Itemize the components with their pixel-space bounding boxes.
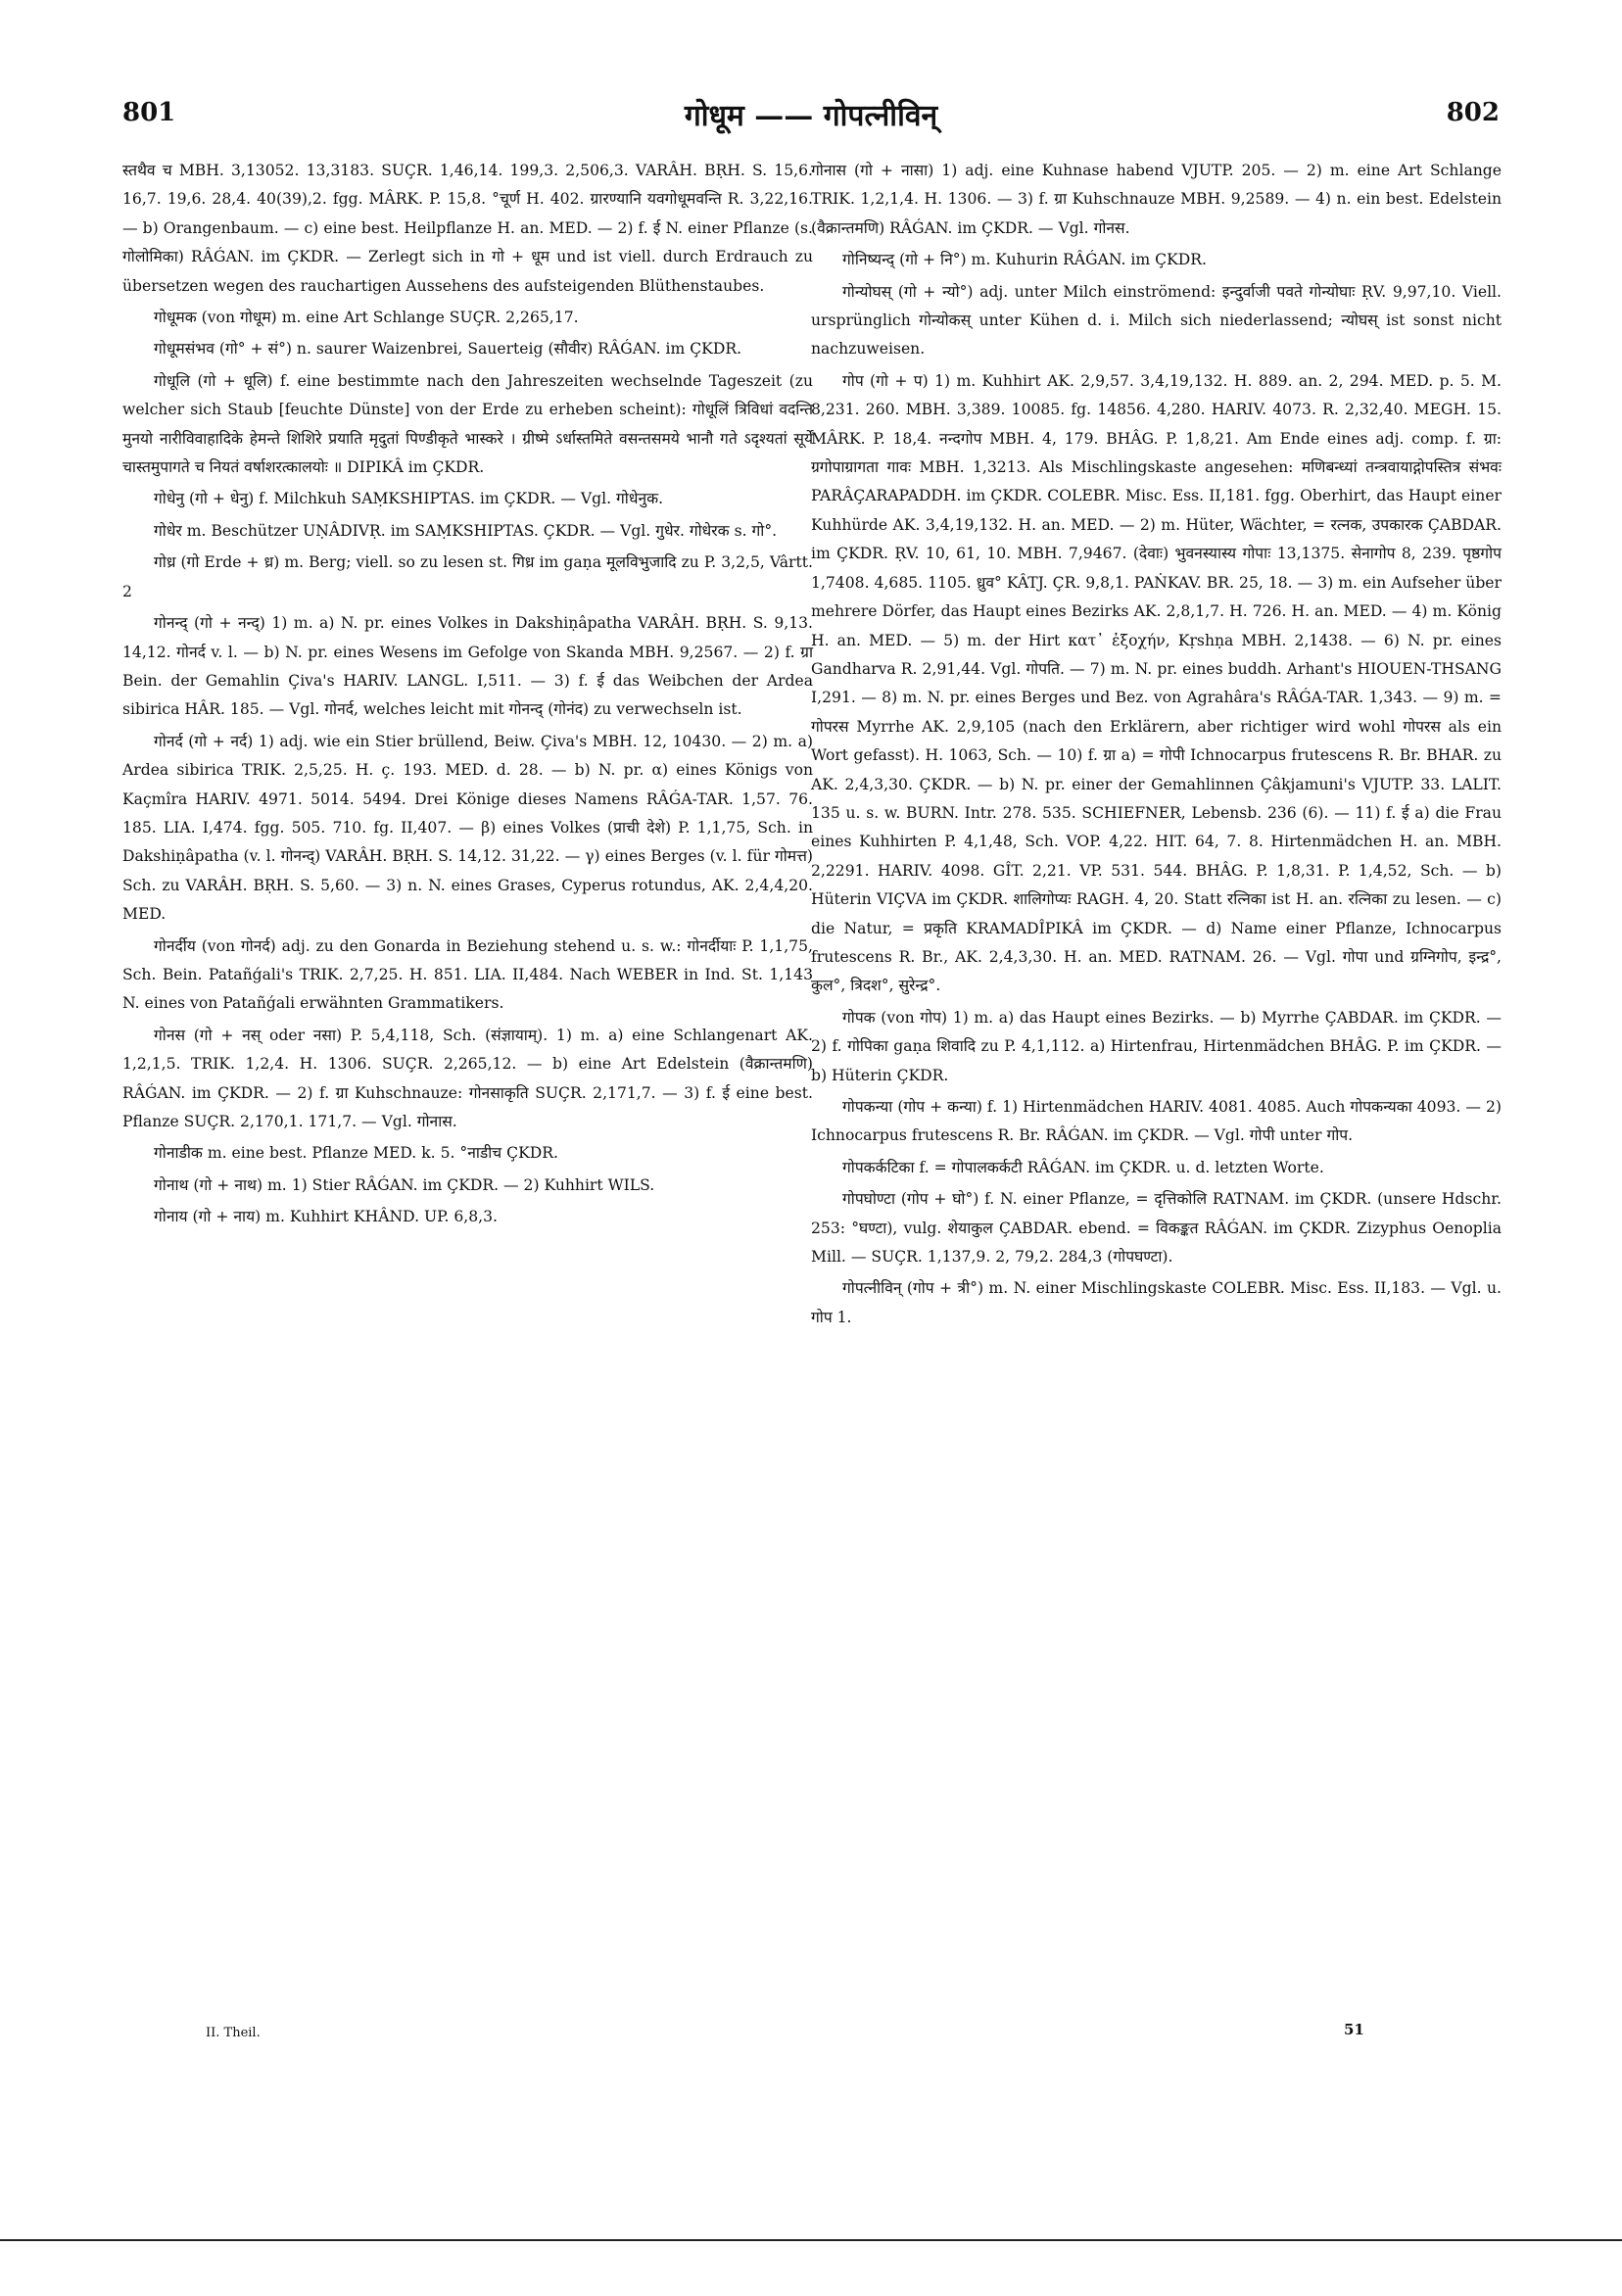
entry-gonarda: गोनर्द (गो + नर्द) 1) adj. wie ein Stier brüllend, Beiw. Çiva's MBH. 12, 10430. — 2) m. a) Ardea sibirica TRIK. 2,5,25. H. ç. 193. MED. d. 28. — b) N. pr. α) eines Königs von Kaçmîra HARIV. 4971. 5014. 5494. Drei Könige dieses Namens RÂǴA-TAR. 1,57. 76. 185. LIA. I,474. fgg. 505. 710. fg. II,407. — β) eines Volkes (प्राची देशे) P. 1,1,75, Sch. in Dakshiṇâpatha (v. l. गोनन्द्) VARÂH. BṚH. S. 14,12. 31,22. — γ) eines Berges (v. l. für गोमत्त) Sch. zu VARÂH. BṚH. S. 5,60. — 3) n. N. eines Grases, Cyperus rotundus, AK. 2,4,4,20. MED. xyxy=(122,732,813,924)
entry-gopaka: गोपक (von गोप) 1) m. a) das Haupt eines Bezirks. — b) Myrrhe ÇABDAR. im ÇKDR. — 2) f. गोपिका gaṇa शिवादि zu P. 4,1,112. a) Hirtenfrau, Hirtenmädchen BHÂG. P. im ÇKDR. — b) Hüterin ÇKDR. xyxy=(811,1008,1502,1084)
entry-gonaya: गोनाय (गो + नाय) m. Kuhhirt KHÂND. UP. 6,8,3. xyxy=(154,1208,499,1226)
entry-continuation: स्तथैव च MBH. 3,13052. 13,3183. SUÇR. 1,46,14. 199,3. 2,506,3. VARÂH. BṚH. S. 15,6. 16,7. 19,6. 28,4. 40(39),2. fgg. MÂRK. P. 15,8. °चूर्ण H. 402. ग्रारण्यानि यवगोधूमवन्ति R. 3,22,16. — b) Orangenbaum. — c) eine best. Heilpflanze H. an. MED. — 2) f. ई N. einer Pflanze (s. गोलोमिका) RÂǴAN. im ÇKDR. — Zerlegt sich in गो + धूम und ist viell. durch Erdrauch zu übersetzen wegen des rauchartigen Aussehens des aufsteigenden Blüthenstaubes. xyxy=(122,162,813,295)
entry-gonardiya: गोनर्दीय (von गोनर्द) adj. zu den Gonarda in Beziehung stehend u. s. w.: गोनर्दीयाः P. 1,1,75, Sch. Bein. Patañǵali's TRIK. 2,7,25. H. 851. LIA. II,484. Nach WEBER in Ind. St. 1,143 N. eines von Patañǵali erwähnten Grammatikers. xyxy=(122,936,813,1013)
entry-godhera: गोधेर m. Beschützer UṆÂDIVṚ. im SAṂKSHIPTAS. ÇKDR. — Vgl. गुधेर. गोधेरक s. गो°. xyxy=(154,521,778,540)
entry-gopakarkatika: गोपकर्कटिका f. = गोपालकर्कटी RÂǴAN. im ÇKDR. u. d. letzten Worte. xyxy=(842,1158,1324,1176)
page-number-right: 802 xyxy=(1446,98,1500,127)
entry-gonyoghas: गोन्योघस् (गो + न्यो°) adj. unter Milch einströmend: इन्दुर्वाजी पवते गोन्योघाः ṚV. 9,97,10. Viell. ursprünglich गोन्योकस् unter Kühen d. i. Milch sich niederlassend; न्योघस् ist sonst nicht nachzuweisen. xyxy=(811,282,1502,359)
footer-volume: II. Theil. xyxy=(206,2026,261,2040)
entry-gonasa-adj: गोनास (गो + नासा) 1) adj. eine Kuhnase habend VJUTP. 205. — 2) m. eine Art Schlange TRIK. 1,2,1,4. H. 1306. — 3) f. ग्रा Kuhschnauze MBH. 9,2589. — 4) n. ein best. Edelstein (वैक्रान्तमणि) RÂǴAN. im ÇKDR. — Vgl. गोनस. xyxy=(811,162,1502,237)
entry-gonadika: गोनाडीक m. eine best. Pflanze MED. k. 5. °नाडीच ÇKDR. xyxy=(154,1144,558,1163)
bottom-rule xyxy=(0,2239,1622,2241)
entry-gonanda: गोनन्द् (गो + नन्द्) 1) m. a) N. pr. eines Volkes in Dakshiṇâpatha VARÂH. BṚH. S. 9,13. 14,12. गोनर्द v. l. — b) N. pr. eines Wesens im Gefolge von Skanda MBH. 9,2567. — 2) f. ग्रा Bein. der Gemahlin Çiva's HARIV. LANGL. I,511. — 3) f. ई das Weibchen der Ardea sibirica HÂR. 185. — Vgl. गोनर्द, welches leicht mit गोनन्द् (गोनंद) zu verwechseln ist. xyxy=(122,614,813,719)
entry-gonishyanda: गोनिष्यन्द् (गो + नि°) m. Kuhurin RÂǴAN. im ÇKDR. xyxy=(842,251,1207,269)
running-title: गोधूम —— गोपत्नीविन् xyxy=(684,99,938,133)
entry-gopatnivin: गोपत्नीविन् (गोप + त्री°) m. N. einer Mischlingskaste COLEBR. Misc. Ess. II,183. — Vgl. u. गोप 1. xyxy=(811,1279,1502,1326)
entry-gopakanya: गोपकन्या (गोप + कन्या) f. 1) Hirtenmädchen HARIV. 4081. 4085. Auch गोपकन्यका 4093. — 2) Ichnocarpus frutescens R. Br. RÂǴAN. im ÇKDR. — Vgl. गोपी unter गोप. xyxy=(811,1098,1502,1145)
entry-godhumaka: गोधूमक (von गोधूम) m. eine Art Schlange SUÇR. 2,265,17. xyxy=(154,309,579,327)
entry-gopa: गोप (गो + प) 1) m. Kuhhirt AK. 2,9,57. 3,4,19,132. H. 889. an. 2, 294. MED. p. 5. M. 8,231. 260. MBH. 3,389. 10085. fg. 14856. 4,280. HARIV. 4073. R. 2,32,40. MEGH. 15. MÂRK. P. 18,4. नन्दगोप MBH. 4, 179. BHÂG. P. 1,8,21. Am Ende eines adj. comp. f. ग्रा: ग्रगोपाग्रागता गावः MBH. 1,3213. Als Mischlingskaste angesehen: मणिबन्ध्यां तन्त्रवायाद्गोपस्तित्र संभवः PARÂÇARAPADDH. im ÇKDR. COLEBR. Misc. Ess. II,181. fgg. Oberhirt, das Haupt einer Kuhhürde AK. 3,4,19,132. H. an. MED. — 2) m. Hüter, Wächter, = रत्नक, उपकारक ÇABDAR. im ÇKDR. ṚV. 10, 61, 10. MBH. 7,9467. (देवाः) भुवनस्यास्य गोपाः 13,1375. सेनागोप 8, 239. पृष्ठगोप 1,7408. 4,685. 1105. ध्रुव° KÂTJ. ÇR. 9,8,1. PAṄKAV. BR. 25, 18. — 3) m. ein Aufseher über mehrere Dörfer, das Haupt eines Bezirks AK. 2,8,1,7. H. 726. H. an. MED. — 4) m. König H. an. MED. — 5) m. der Hirt κατ᾽ ἐξοχήν, Kṛshṇa MBH. 2,1438. — 6) N. pr. eines Gandharva R. 2,91,44. Vgl. गोपति. — 7) m. N. pr. eines buddh. Arhant's HIOUEN-THSANG I,291. — 8) m. N. pr. eines Berges und Bez. von Agrahâra's RÂǴA-TAR. 1,343. — 9) m. = गोपरस Myrrhe AK. 2,9,105 (nach den Erklärern, aber richtiger wird wohl गोपरस als ein Wort gefasst). H. 1063, Sch. — 10) f. ग्रा a) = गोपी Ichnocarpus frutescens R. Br. BHAR. zu AK. 2,4,3,30. ÇKDR. — b) N. pr. einer der Gemahlinnen Çâkjamuni's VJUTP. 33. LALIT. 135 u. s. w. BURN. Intr. 278. 535. SCHIEFNER, Lebensb. 236 (6). — 11) f. ई a) die Frau eines Kuhhirten P. 4,1,48, Sch. VOP. 4,22. HIT. 64, 7. 8. Hirtenmädchen H. an. MBH. 2,2291. HARIV. 4098. GÎT. 2,21. VP. 531. 544. BHÂG. P. 1,8,31. P. 1,4,52, Sch. — b) Hüterin VIÇVA im ÇKDR. शालिगोप्यः RAGH. 4, 20. Statt रत्निका ist H. an. रत्निका zu lesen. — c) die Natur, = प्रकृति KRAMADÎPIKÂ im ÇKDR. — d) Name einer Pflanze, Ichnocarpus frutescens R. Br., AK. 2,4,3,30. H. an. MED. RATNAM. 26. — Vgl. गोपा und ग्रग्निगोप, इन्द्र°, कुल°, त्रिदश°, सुरेन्द्र°. xyxy=(811,371,1502,995)
page-number-left: 801 xyxy=(122,98,176,127)
entry-godhumasambhava: गोधूमसंभव (गो° + सं°) n. saurer Waizenbrei, Sauerteig (सौवीर) RÂǴAN. im ÇKDR. xyxy=(154,340,742,359)
entry-gonasa: गोनस (गो + नस् oder नसा) P. 5,4,118, Sch. (संज्ञायाम्). 1) m. a) eine Schlangenart AK. 1,2,1,5. TRIK. 1,2,4. H. 1306. SUÇR. 2,265,12. — b) eine Art Edelstein (वैक्रान्तमणि) RÂǴAN. im ÇKDR. — 2) f. ग्रा Kuhschnauze: गोनसाकृति SUÇR. 2,171,7. — 3) f. ई eine best. Pflanze SUÇR. 2,170,1. 171,7. — Vgl. गोनास. xyxy=(122,1026,813,1130)
entry-godhra: गोध्र (गो Erde + ध्र) m. Berg; viell. so zu lesen st. गिध्र im gaṇa मूलविभुजादि zu P. 3,2,5, Vârtt. 2 xyxy=(122,553,813,600)
entry-godhuli: गोधूलि (गो + धूलि) f. eine bestimmte nach den Jahreszeiten wechselnde Tageszeit (zu welcher sich Staub [feuchte Dünste] von der Erde zu erheben scheint): गोधूलिं त्रिविधां वदन्ति मुनयो नारीविवाहादिके हेमन्ते शिशिरे प्रयाति मृदुतां पिण्डीकृते भास्करे । ग्रीष्मे ऽर्धास्तमिते वसन्तसमये भानौ गते ऽदृश्यतां सूर्ये चास्तमुपागते च नियतं वर्षाशरत्कालयोः ॥ DIPIKÂ im ÇKDR. xyxy=(122,371,813,477)
left-column xyxy=(122,157,813,1232)
entry-gopaghonta: गोपघोण्टा (गोप + घो°) f. N. einer Pflanze, = दृत्तिकोलि RATNAM. im ÇKDR. (unsere Hdschr. 253: °घण्टा), vulg. शेयाकुल ÇABDAR. ebend. = विकङ्कत RÂǴAN. im ÇKDR. Zizyphus Oenoplia Mill. — SUÇR. 1,137,9. 2, 79,2. 284,3 (गोपघण्टा). xyxy=(811,1190,1502,1267)
entry-gonatha: गोनाथ (गो + नाथ) m. 1) Stier RÂǴAN. im ÇKDR. — 2) Kuhhirt WILS. xyxy=(154,1175,655,1194)
page-header xyxy=(122,98,1500,137)
right-column xyxy=(811,157,1502,1332)
footer-signature: 51 xyxy=(1344,2021,1364,2038)
entry-godhenu: गोधेनु (गो + धेनु) f. Milchkuh SAṂKSHIPTAS. im ÇKDR. — Vgl. गोधेनुक. xyxy=(154,490,664,508)
